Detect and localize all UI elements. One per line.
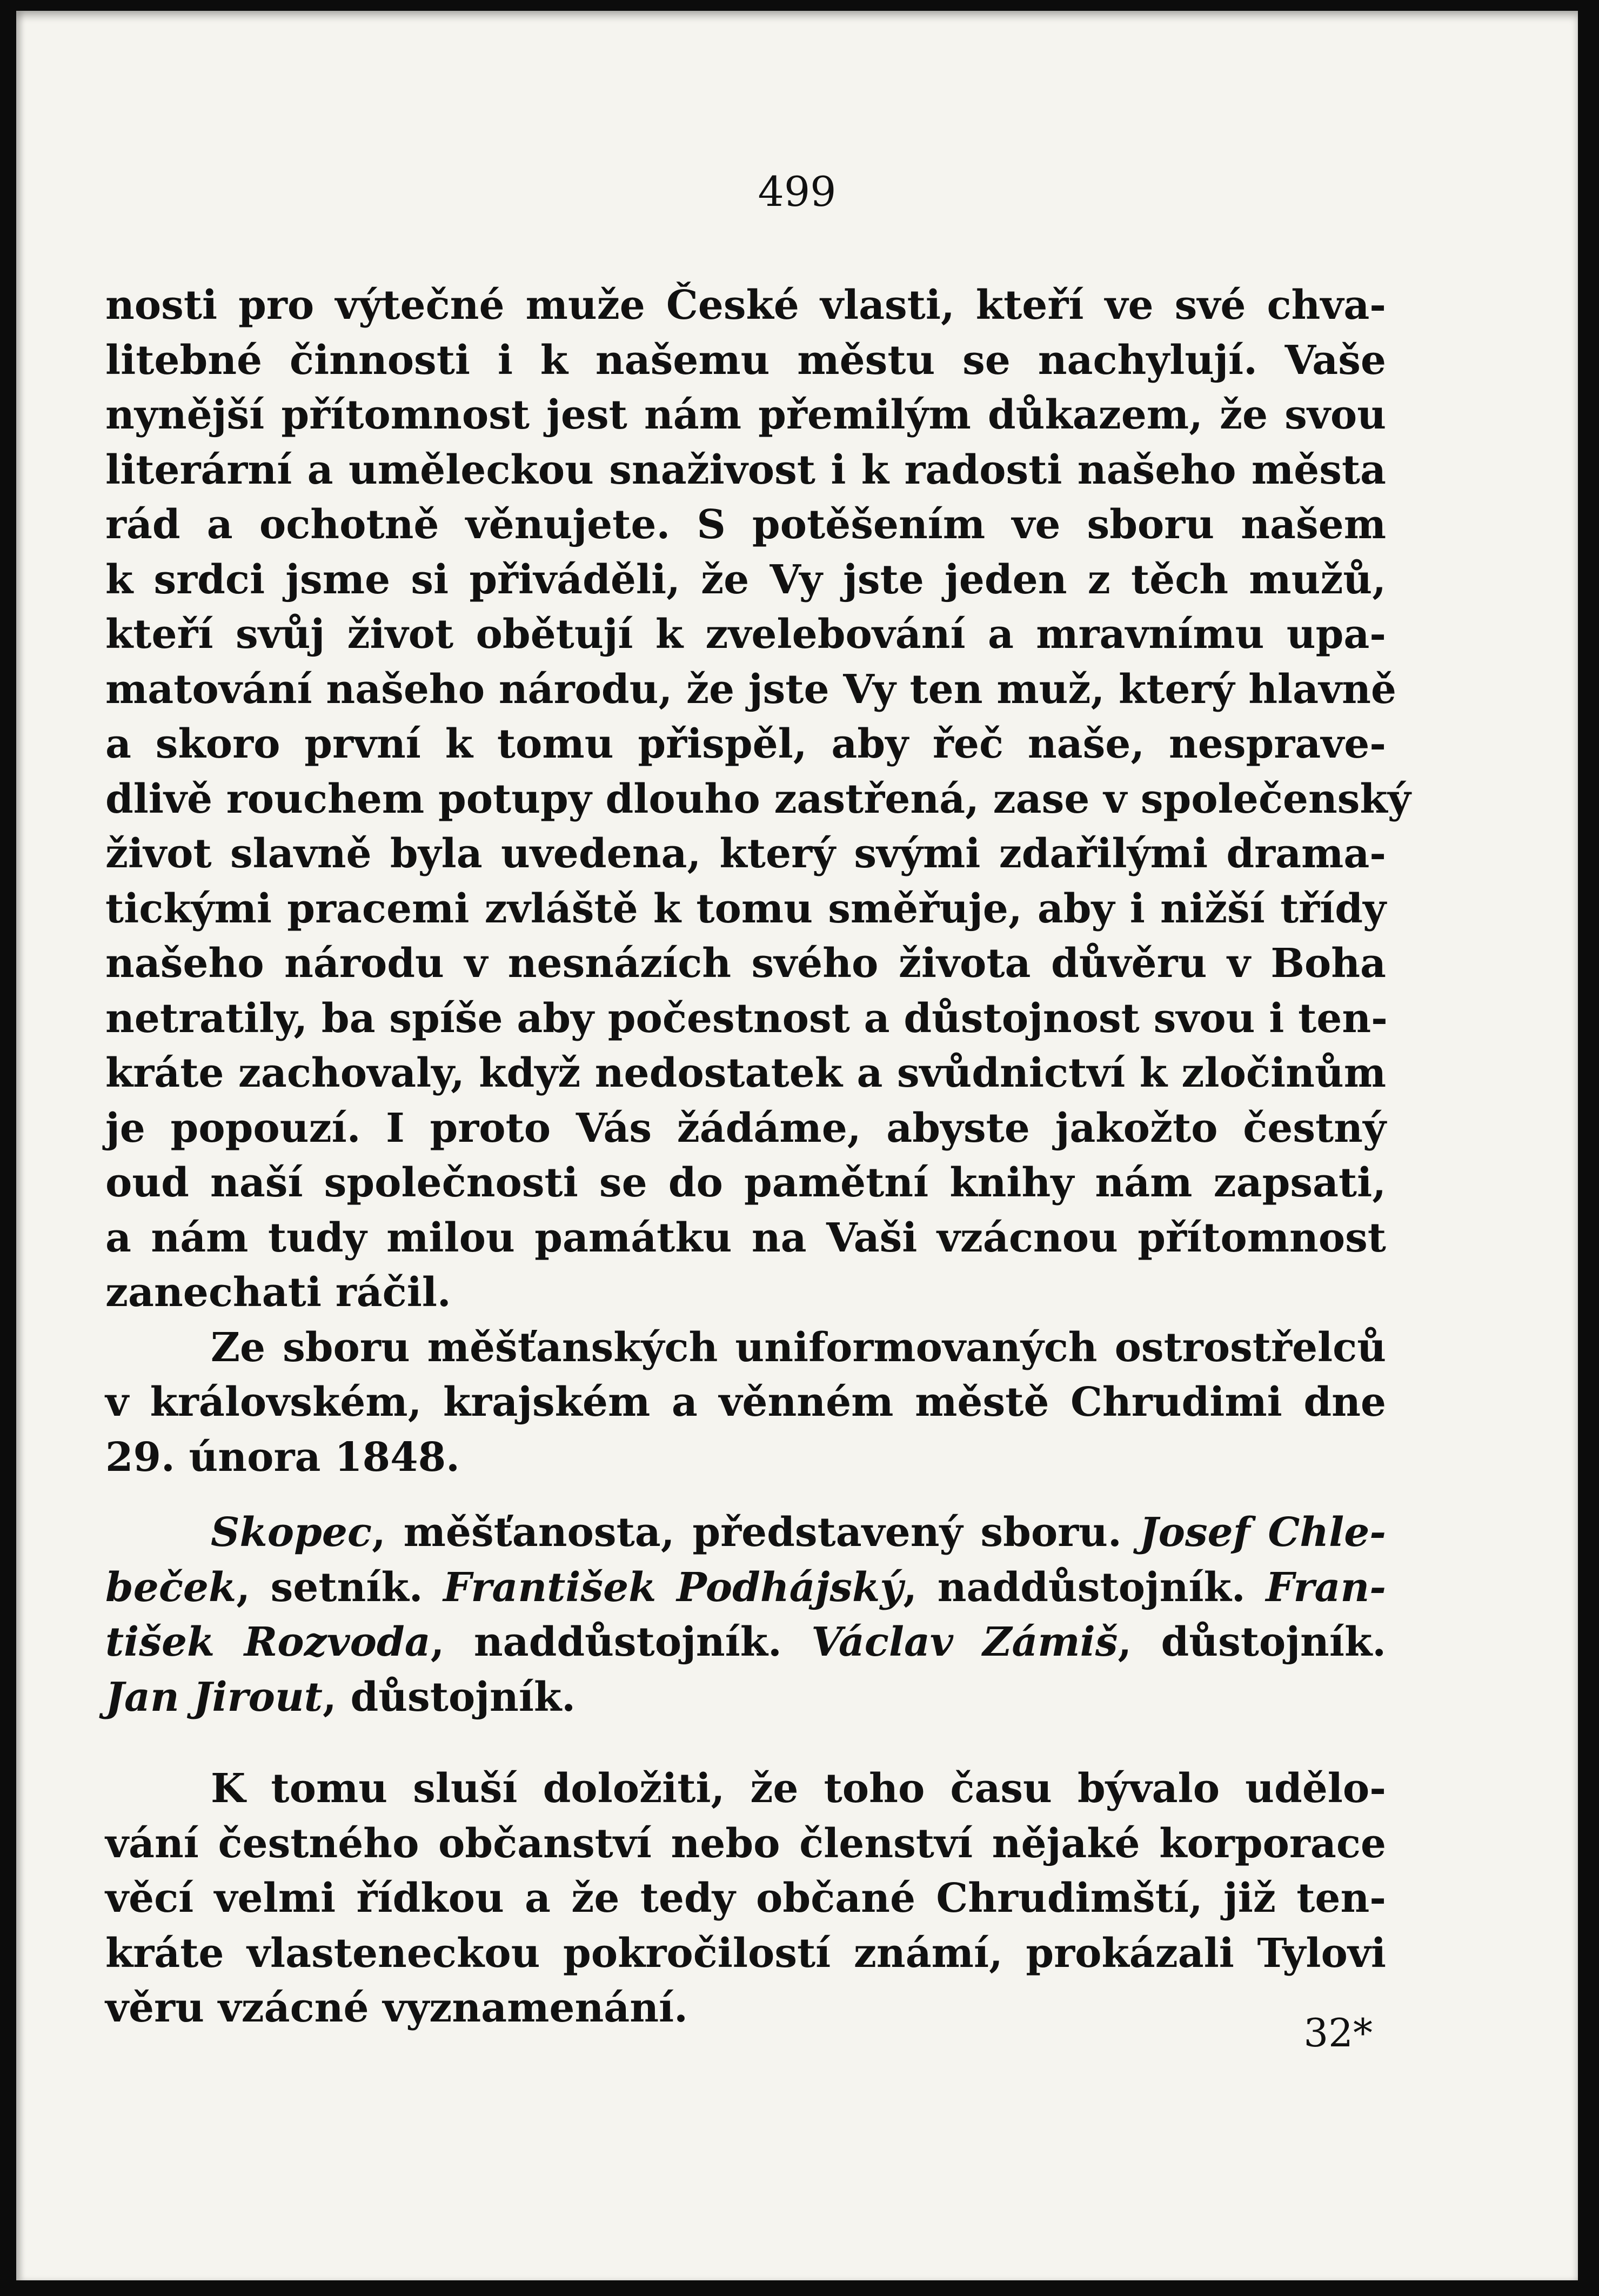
text-line: kráte vlasteneckou pokročilostí známí, prokázali Tylovi (105, 1930, 1386, 1977)
signatory-role: , důstojník. (1118, 1619, 1387, 1665)
text-line: a skoro první k tomu přispěl, aby řeč naše, nesprave- (105, 721, 1386, 767)
signatories-line-4 (105, 1670, 1386, 1725)
text-line: oud naší společnosti se do pamětní knihy nám zapsati, (105, 1160, 1386, 1206)
text-line: v královském, krajském a věnném městě Chrudimi dne (105, 1379, 1386, 1425)
signatory-name: tišek Rozvoda (105, 1619, 431, 1665)
paragraph-4 (105, 1762, 1386, 2036)
signatories-line-2 (105, 1561, 1386, 1616)
text-line: vání čestného občanství nebo členství nějaké korporace (105, 1820, 1386, 1867)
signatory-name: Jan Jirout (105, 1674, 323, 1721)
signatory-name: Josef Chle- (1139, 1509, 1387, 1556)
text-line: netratily, ba spíše aby počestnost a důstojnost svou i ten- (105, 995, 1388, 1042)
text-line: literární a uměleckou snaživost i k radosti našeho města (105, 446, 1386, 493)
paragraph-gap (105, 1485, 1386, 1505)
signatory-name: Fran- (1266, 1564, 1386, 1611)
signatory-role: , setník. (236, 1564, 444, 1611)
book-page (16, 11, 1578, 2280)
text-line: nosti pro výtečné muže České vlasti, kteří ve své chva- (105, 282, 1386, 329)
paragraph-1 (105, 278, 1411, 1321)
text-line: litebné činnosti i k našemu městu se nachylují. Vaše (105, 337, 1386, 384)
signatories-line-1 (105, 1505, 1386, 1561)
text-line: a nám tudy milou památku na Vaši vzácnou přítomnost (105, 1214, 1386, 1261)
signatories-line-3 (105, 1615, 1386, 1670)
text-line: kráte zachovaly, když nedostatek a svůdnictví k zločinům (105, 1050, 1386, 1096)
signatory-name: Skopec (211, 1509, 372, 1556)
text-line: život slavně byla uvedena, který svými zdařilými drama- (105, 831, 1386, 877)
paragraph-gap (105, 1725, 1386, 1762)
text-line: kteří svůj život obětují k zvelebování a mravnímu upa- (105, 611, 1386, 658)
text-line: věru vzácné vyznamenání. (105, 1985, 688, 2031)
text-line: 29. února 1848. (105, 1434, 460, 1481)
text-line: věcí velmi řídkou a že tedy občané Chrudimští, již ten- (105, 1875, 1386, 1922)
text-line: Ze sboru měšťanských uniformovaných ostrostřelců (211, 1324, 1386, 1371)
signatory-role: , důstojník. (322, 1674, 576, 1721)
signatory-name: Václav Zámiš (811, 1619, 1118, 1665)
signatory-role: , naddůstojník. (903, 1564, 1266, 1611)
text-line: je popouzí. I proto Vás žádáme, abyste jakožto čestný (105, 1105, 1386, 1152)
signatories-paragraph (105, 1505, 1386, 1725)
text-line: nynější přítomnost jest nám přemilým důkazem, že svou (105, 392, 1386, 438)
signatory-name: František Podhájský (443, 1564, 904, 1611)
paragraph-2 (105, 1321, 1386, 1485)
text-line: našeho národu v nesnázích svého života důvěru v Boha (105, 940, 1386, 987)
page-number: 499 (758, 168, 837, 216)
signatory-role: , naddůstojník. (430, 1619, 812, 1665)
signatory-role: , měšťanosta, představený sboru. (371, 1509, 1140, 1556)
text-line: K tomu sluší doložiti, že toho času bývalo udělo- (211, 1765, 1386, 1812)
text-line: matování našeho národu, že jste Vy ten muž, který hlavně (105, 666, 1396, 713)
text-line: zanechati ráčil. (105, 1269, 451, 1316)
signatory-name: beček (105, 1564, 237, 1611)
text-line: dlivě rouchem potupy dlouho zastřená, zase v společenský (105, 775, 1411, 822)
text-line: rád a ochotně věnujete. S potěšením ve sboru našem (105, 501, 1386, 548)
text-line: k srdci jsme si přiváděli, že Vy jste jeden z těch mužů, (105, 556, 1386, 603)
text-line: tickými pracemi zvláště k tomu směřuje, aby i nižší třídy (105, 885, 1386, 932)
printer-signature-mark: 32* (1303, 2010, 1373, 2056)
body-text (105, 278, 1411, 2036)
